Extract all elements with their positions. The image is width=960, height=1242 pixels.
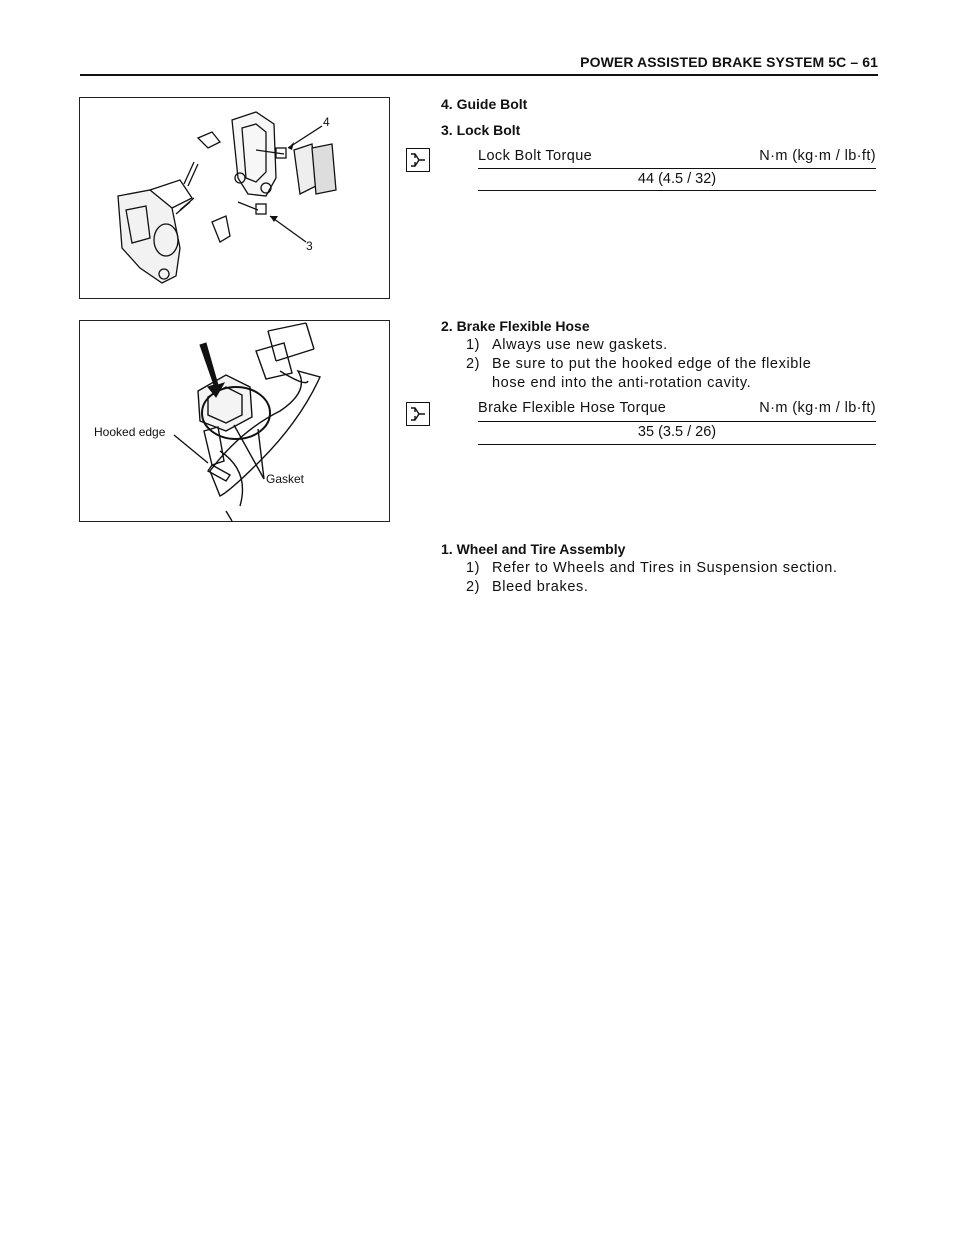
step-wheel-tire-title: 1. Wheel and Tire Assembly: [441, 541, 626, 557]
page-header-title: POWER ASSISTED BRAKE SYSTEM 5C – 61: [580, 54, 878, 70]
torque-wrench-icon: [406, 402, 430, 426]
torque-wrench-icon: [406, 148, 430, 172]
callout-4: 4: [323, 115, 330, 129]
torque-unit: N·m (kg·m / lb·ft): [759, 148, 876, 164]
caliper-drawing: [80, 98, 389, 298]
step-guide-bolt-title: 4. Guide Bolt: [441, 96, 528, 112]
brake-hose-illustration: [79, 320, 390, 522]
torque-rule: [478, 190, 876, 191]
torque-label: Brake Flexible Hose Torque: [478, 400, 667, 416]
caliper-illustration: [79, 97, 390, 299]
step-brake-hose-title: 2. Brake Flexible Hose: [441, 318, 590, 334]
torque-rule: [478, 421, 876, 422]
header-rule: [80, 74, 878, 76]
torque-rule: [478, 168, 876, 169]
torque-label: Lock Bolt Torque: [478, 148, 593, 164]
torque-value-brake-hose: 35 (3.5 / 26): [637, 424, 717, 440]
step-lock-bolt-title: 3. Lock Bolt: [441, 122, 521, 138]
callout-hooked-edge: Hooked edge: [94, 425, 166, 439]
callout-gasket: Gasket: [266, 472, 305, 486]
torque-rule: [478, 444, 876, 445]
torque-unit: N·m (kg·m / lb·ft): [759, 400, 876, 416]
callout-3: 3: [306, 239, 313, 253]
brake-hose-drawing: [80, 321, 389, 521]
torque-value-lock-bolt: 44 (4.5 / 32): [637, 171, 717, 187]
